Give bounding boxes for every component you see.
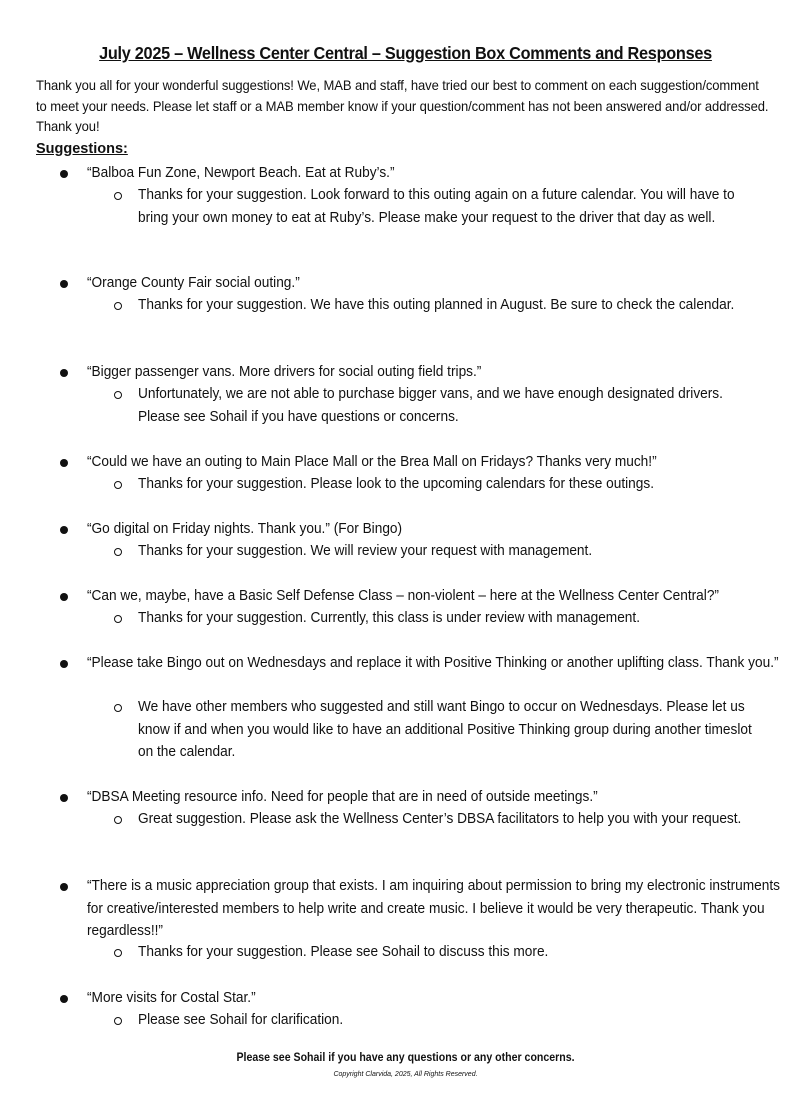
circle-bullet-icon xyxy=(114,192,122,200)
circle-bullet-icon xyxy=(114,481,122,489)
suggestion-text: “DBSA Meeting resource info. Need for people that are in need of outside meetings.” xyxy=(87,789,598,805)
circle-bullet-icon xyxy=(114,302,122,310)
response-text: Thanks for your suggestion. Please see Sohail to discuss this more. xyxy=(138,944,549,960)
document-title: July 2025 – Wellness Center Central – Suggestion Box Comments and Responses xyxy=(99,43,712,63)
circle-bullet-icon xyxy=(114,949,122,957)
response-text: Unfortunately, we are not able to purchase bigger vans, and we have enough designated drivers. Please see Sohail if you have questions or concerns. xyxy=(138,386,723,425)
response-text: Great suggestion. Please ask the Wellness Center’s DBSA facilitators to help you with your request. xyxy=(138,811,742,827)
suggestion-text: “More visits for Costal Star.” xyxy=(87,990,256,1006)
bullet-icon xyxy=(60,526,68,534)
response-text: Thanks for your suggestion. We will review your request with management. xyxy=(138,543,593,559)
bullet-icon xyxy=(60,660,68,668)
circle-bullet-icon xyxy=(114,816,122,824)
circle-bullet-icon xyxy=(114,548,122,556)
response-text: Thanks for your suggestion. Currently, this class is under review with management. xyxy=(138,610,641,626)
response-text: We have other members who suggested and still want Bingo to occur on Wednesdays. Please let us know if and when you would like to have an additional Positive Thinking group during another timeslot on the calendar. xyxy=(138,699,752,760)
suggestion-text: “Orange County Fair social outing.” xyxy=(87,275,300,291)
suggestion-text: “Please take Bingo out on Wednesdays and replace it with Positive Thinking or another uplifting class. Thank you.” xyxy=(87,655,779,671)
circle-bullet-icon xyxy=(114,391,122,399)
bullet-icon xyxy=(60,369,68,377)
bullet-icon xyxy=(60,593,68,601)
response-text: Thanks for your suggestion. Look forward to this outing again on a future calendar. You will have to bring your own money to eat at Ruby’s. Please make your request to the driver that day as well. xyxy=(138,187,735,226)
intro-paragraph: Thank you all for your wonderful suggestions! We, MAB and staff, have tried our best to comment on each suggestion/comment to meet your needs. Please let staff or a MAB member know if your question/comment has not been answered and/or addressed. Thank you! xyxy=(36,77,769,134)
response-text: Please see Sohail for clarification. xyxy=(138,1012,344,1028)
bullet-icon xyxy=(60,170,68,178)
suggestion-text: “There is a music appreciation group that exists. I am inquiring about permission to bring my electronic instruments for creative/interested members to help write and create music. I believe it would be very therapeutic. Thank you regardless!!” xyxy=(87,878,780,939)
suggestion-text: “Could we have an outing to Main Place Mall or the Brea Mall on Fridays? Thanks very much!” xyxy=(87,454,657,470)
footer-note: Please see Sohail if you have any questions or any other concerns. xyxy=(236,1052,575,1064)
suggestion-text: “Go digital on Friday nights. Thank you.” (For Bingo) xyxy=(87,521,403,537)
suggestion-text: “Bigger passenger vans. More drivers for social outing field trips.” xyxy=(87,364,482,380)
suggestions-heading: Suggestions: xyxy=(36,141,128,157)
response-text: Thanks for your suggestion. We have this outing planned in August. Be sure to check the calendar. xyxy=(138,297,735,313)
bullet-icon xyxy=(60,280,68,288)
circle-bullet-icon xyxy=(114,704,122,712)
suggestion-text: “Can we, maybe, have a Basic Self Defense Class – non-violent – here at the Wellness Center Central?” xyxy=(87,588,719,604)
copyright-text: Copyright Clarvida, 2025, All Rights Reserved. xyxy=(333,1071,478,1078)
response-text: Thanks for your suggestion. Please look to the upcoming calendars for these outings. xyxy=(138,476,655,492)
circle-bullet-icon xyxy=(114,1017,122,1025)
bullet-icon xyxy=(60,995,68,1003)
bullet-icon xyxy=(60,794,68,802)
bullet-icon xyxy=(60,883,68,891)
circle-bullet-icon xyxy=(114,615,122,623)
suggestion-text: “Balboa Fun Zone, Newport Beach. Eat at Ruby’s.” xyxy=(87,165,395,181)
bullet-icon xyxy=(60,459,68,467)
